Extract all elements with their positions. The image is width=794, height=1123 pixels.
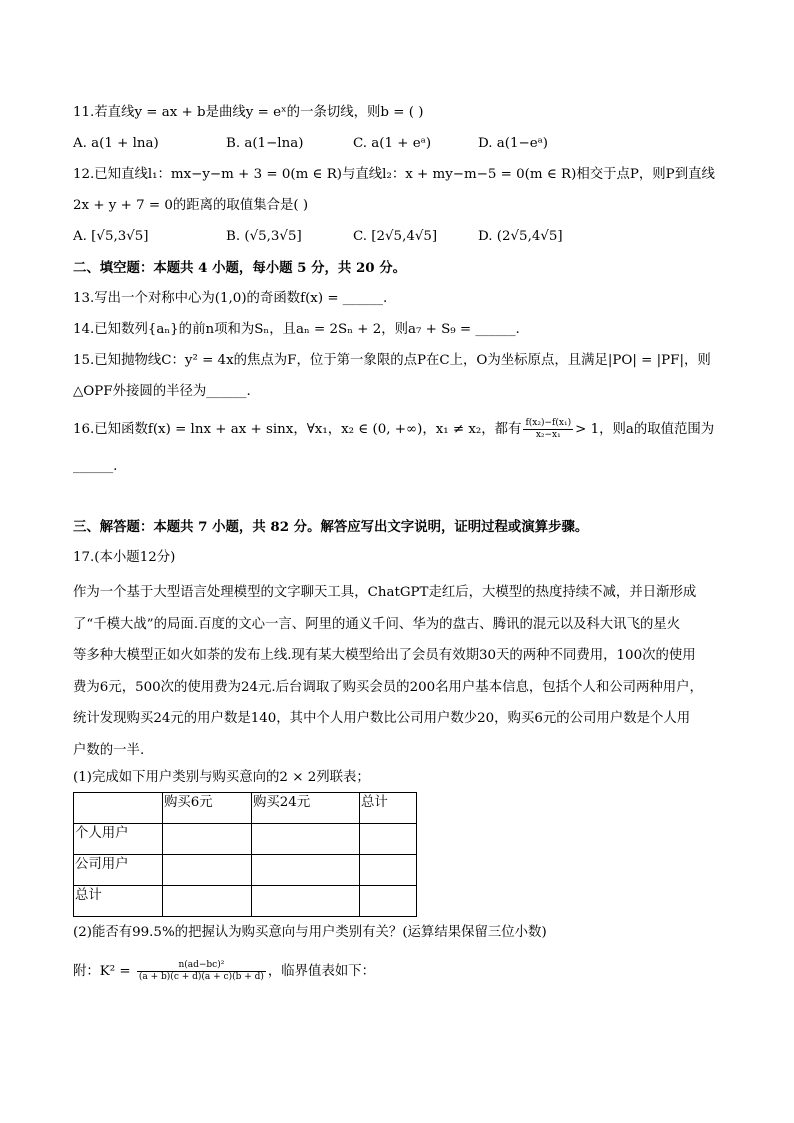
appendix-prefix: 附：K² = bbox=[73, 964, 135, 979]
q17-paragraph-line: 费为6元，500次的使用费为24元.后台调取了购买会员的200名用户基本信息，包括个人和公司两种用户， bbox=[73, 679, 703, 695]
table-header-row bbox=[74, 793, 417, 824]
table-header-cell: 购买24元 bbox=[252, 793, 360, 824]
q17-paragraph-line: 统计发现购买24元的用户数是140，其中个人用户数比公司用户数少20，购买6元的公司用户数是个人用 bbox=[73, 711, 691, 726]
q12-option-d: D. (2√5,4√5] bbox=[478, 229, 563, 244]
q14-text: 14.已知数列{aₙ}的前n项和为Sₙ，且aₙ = 2Sₙ + 2，则a₇ + S₉ = ______. bbox=[73, 322, 520, 337]
q11-option-b: B. a(1−lna) bbox=[226, 136, 304, 151]
table-row bbox=[74, 855, 417, 886]
q17-paragraph-line: 等多种大模型正如火如荼的发布上线.现有某大模型给出了会员有效期30天的两种不同费用，100次的使用 bbox=[73, 648, 696, 663]
q11-option-c: C. a(1 + eᵃ) bbox=[353, 136, 432, 151]
contingency-table bbox=[73, 792, 417, 917]
k-squared-numerator: n(ad−bc)² bbox=[137, 960, 266, 972]
q15-line-2: △OPF外接圆的半径为______. bbox=[73, 384, 251, 399]
q17-header: 17.(本小题12分) bbox=[73, 550, 176, 565]
q16-fraction-denominator: x₂−x₁ bbox=[535, 430, 561, 440]
q16-prefix: 16.已知函数f(x) = lnx + ax + sinx，∀x₁，x₂ ∈ (0, +∞)，x₁ ≠ x₂，都有 bbox=[73, 422, 522, 437]
table-row bbox=[74, 886, 417, 917]
table-row-label: 公司用户 bbox=[74, 855, 163, 886]
q12-stem-line-1: 12.已知直线l₁：mx−y−m + 3 = 0(m ∈ R)与直线l₂：x + my−m−5 = 0(m ∈ R)相交于点P，则P到直线 bbox=[73, 167, 715, 182]
section-3-heading: 三、解答题：本题共 7 小题，共 82 分。解答应写出文字说明，证明过程或演算步骤。 bbox=[73, 519, 589, 535]
q17-part-2: (2)能否有99.5%的把握认为购买意向与用户类别有关？(运算结果保留三位小数) bbox=[73, 925, 547, 940]
k-squared-denominator: (a + b)(c + d)(a + c)(b + d) bbox=[138, 972, 264, 982]
q12-stem-line-2: 2x + y + 7 = 0的距离的取值集合是( ) bbox=[73, 198, 309, 213]
table-cell bbox=[163, 824, 252, 855]
table-row-label: 总计 bbox=[74, 886, 163, 917]
table-cell bbox=[360, 886, 417, 917]
q12-option-b: B. (√5,3√5] bbox=[226, 229, 302, 244]
q16-line-1 bbox=[73, 418, 714, 441]
table-cell bbox=[74, 793, 163, 824]
q16-line-2: ______. bbox=[73, 459, 118, 474]
table-row-label: 个人用户 bbox=[74, 824, 163, 855]
table-header-cell: 购买6元 bbox=[163, 793, 252, 824]
q16-fraction bbox=[523, 418, 573, 441]
table-cell bbox=[252, 824, 360, 855]
q17-part-1: (1)完成如下用户类别与购买意向的2 × 2列联表； bbox=[73, 770, 370, 785]
q11-option-a: A. a(1 + lna) bbox=[73, 136, 159, 151]
table-cell bbox=[163, 886, 252, 917]
table-cell bbox=[252, 855, 360, 886]
q17-appendix bbox=[73, 960, 375, 983]
table-cell bbox=[360, 824, 417, 855]
k-squared-fraction bbox=[137, 960, 266, 983]
q11-stem: 11.若直线y = ax + b是曲线y = eˣ的一条切线，则b = ( ) bbox=[73, 105, 424, 120]
section-2-heading: 二、填空题：本题共 4 小题，每小题 5 分，共 20 分。 bbox=[73, 260, 407, 276]
q17-paragraph-line: 了“千模大战”的局面.百度的文心一言、阿里的通义千问、华为的盘古、腾讯的混元以及科大讯飞的星火 bbox=[73, 616, 681, 632]
table-header-cell: 总计 bbox=[360, 793, 417, 824]
q13-text: 13.写出一个对称中心为(1,0)的奇函数f(x) = ______. bbox=[73, 291, 388, 306]
q17-paragraph-line: 户数的一半. bbox=[73, 742, 145, 758]
q17-paragraph-line: 作为一个基于大型语言处理模型的文字聊天工具，ChatGPT走红后，大模型的热度持续不减，并日渐形成 bbox=[73, 585, 697, 600]
q16-suffix: > 1，则a的取值范围为 bbox=[575, 422, 715, 437]
q12-option-c: C. [2√5,4√5] bbox=[353, 229, 438, 244]
table-cell bbox=[252, 886, 360, 917]
table-cell bbox=[360, 855, 417, 886]
q15-line-1: 15.已知抛物线C：y² = 4x的焦点为F，位于第一象限的点P在C上，O为坐标原点，且满足|PO| = |PF|，则 bbox=[73, 353, 711, 368]
appendix-suffix: ，临界值表如下： bbox=[267, 964, 376, 979]
table-row bbox=[74, 824, 417, 855]
table-cell bbox=[163, 855, 252, 886]
q11-option-d: D. a(1−eᵃ) bbox=[478, 136, 549, 151]
q17-paragraph bbox=[73, 577, 721, 766]
q12-option-a: A. [√5,3√5] bbox=[73, 229, 149, 244]
q16-fraction-numerator: f(x₂)−f(x₁) bbox=[525, 418, 572, 428]
